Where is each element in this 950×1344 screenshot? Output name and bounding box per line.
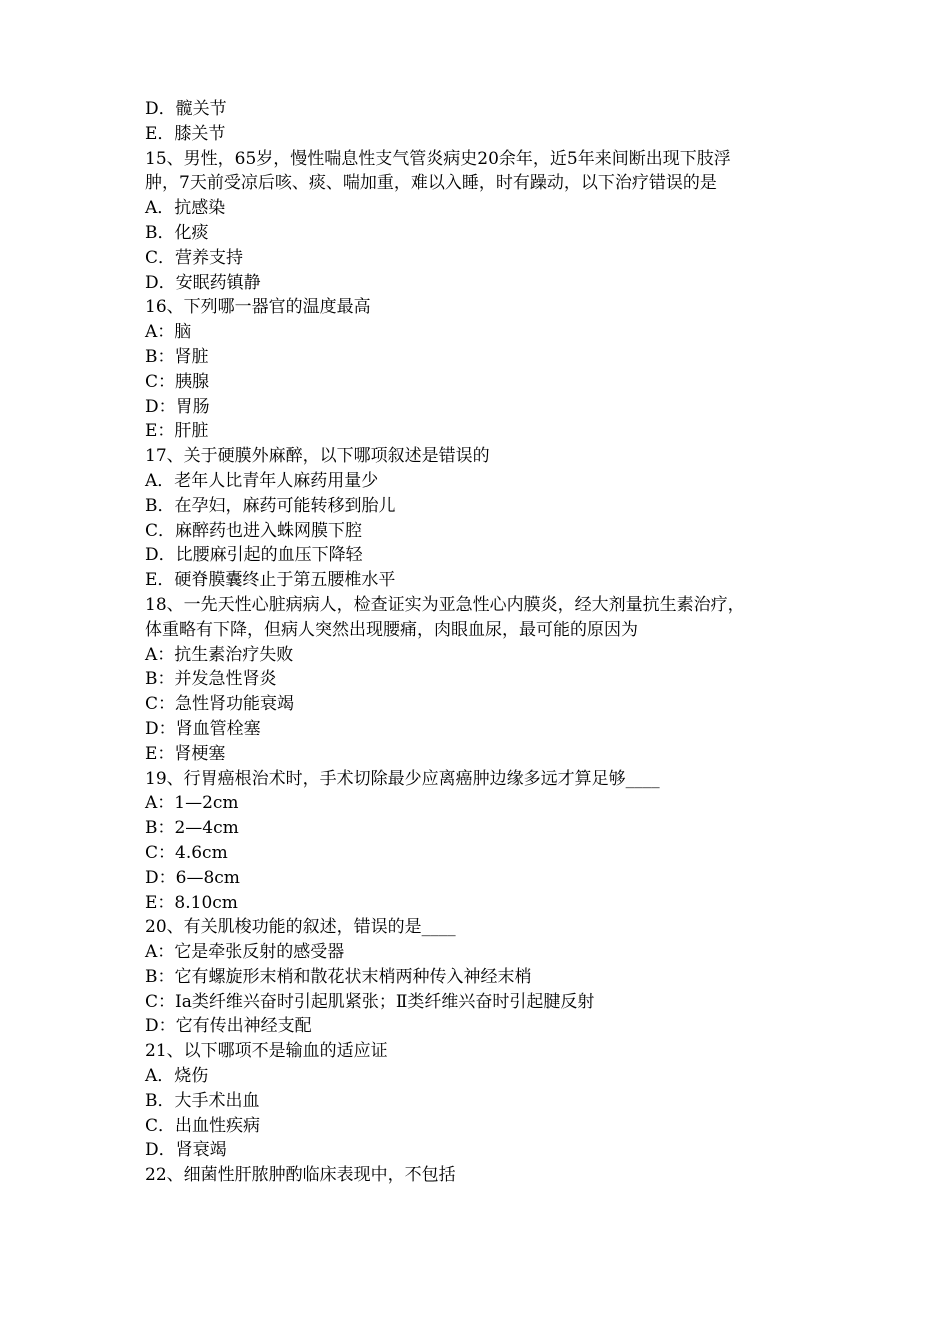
option-line: E：肝脏 xyxy=(145,421,209,442)
option-line: A：抗生素治疗失败 xyxy=(145,644,294,665)
question-18-stem-line-2: 体重略有下降，但病人突然出现腰痛，肉眼血尿，最可能的原因为 xyxy=(145,619,638,640)
option-line: C：Ⅰa类纤维兴奋时引起肌紧张；Ⅱ类纤维兴奋时引起腱反射 xyxy=(145,991,595,1012)
question-18-stem-line-1: 18、一先天性心脏病病人，检查证实为亚急性心内膜炎，经大剂量抗生素治疗， xyxy=(145,594,745,615)
question-16-stem: 16、下列哪一器官的温度最高 xyxy=(145,297,371,318)
question-21-stem: 21、以下哪项不是输血的适应证 xyxy=(145,1041,388,1062)
option-line: E：8.10cm xyxy=(145,892,238,913)
option-line: C：4.6cm xyxy=(145,842,228,863)
option-line: A．抗感染 xyxy=(145,198,226,219)
option-line: C．营养支持 xyxy=(145,247,244,268)
option-line: C．麻醉药也进入蛛网膜下腔 xyxy=(145,520,363,541)
document-page xyxy=(145,97,815,1188)
option-line: C：急性肾功能衰竭 xyxy=(145,694,295,715)
option-line: D．比腰麻引起的血压下降轻 xyxy=(145,545,363,566)
option-line: D．肾衰竭 xyxy=(145,1140,227,1161)
question-15-stem-line-1: 15、男性，65岁，慢性喘息性支气管炎病史20余年，近5年来间断出现下肢浮 xyxy=(145,148,731,169)
option-line: E．硬脊膜囊终止于第五腰椎水平 xyxy=(145,570,396,591)
question-20-stem: 20、有关肌梭功能的叙述，错误的是____ xyxy=(145,917,456,938)
option-line: E：肾梗塞 xyxy=(145,743,226,764)
question-22-stem: 22、细菌性肝脓肿酌临床表现中，不包括 xyxy=(145,1165,456,1186)
option-line: B：肾脏 xyxy=(145,346,209,367)
option-line: D．髋关节 xyxy=(145,99,227,119)
option-line: B：并发急性肾炎 xyxy=(145,669,277,690)
option-line: C．出血性疾病 xyxy=(145,1115,261,1136)
option-line: B：2—4cm xyxy=(145,818,239,839)
option-line: B．化痰 xyxy=(145,222,209,243)
option-line: A：脑 xyxy=(145,322,192,343)
option-line: B：它有螺旋形末梢和散花状末梢两种传入神经末梢 xyxy=(145,966,532,987)
option-line: B．大手术出血 xyxy=(145,1090,260,1111)
option-line: D：胃肠 xyxy=(145,396,210,417)
question-19-stem: 19、行胃癌根治术时，手术切除最少应离癌肿边缘多远才算足够____ xyxy=(145,768,660,789)
option-line: B．在孕妇，麻药可能转移到胎儿 xyxy=(145,495,396,516)
question-17-stem: 17、关于硬膜外麻醉，以下哪项叙述是错误的 xyxy=(145,446,490,467)
option-line: A．烧伤 xyxy=(145,1066,209,1087)
option-line: A：1—2cm xyxy=(145,793,239,814)
option-line: A：它是牵张反射的感受器 xyxy=(145,942,345,963)
option-line: D：6—8cm xyxy=(145,867,240,888)
option-line: D．安眠药镇静 xyxy=(145,272,261,293)
option-line: A．老年人比青年人麻药用量少 xyxy=(145,470,379,491)
option-line: D：肾血管栓塞 xyxy=(145,718,261,739)
option-line: E．膝关节 xyxy=(145,123,226,144)
question-15-stem-line-2: 肿，7天前受凉后咳、痰、喘加重，难以入睡，时有躁动，以下治疗错误的是 xyxy=(145,173,717,194)
option-line: C：胰腺 xyxy=(145,371,210,392)
option-line: D：它有传出神经支配 xyxy=(145,1016,312,1037)
